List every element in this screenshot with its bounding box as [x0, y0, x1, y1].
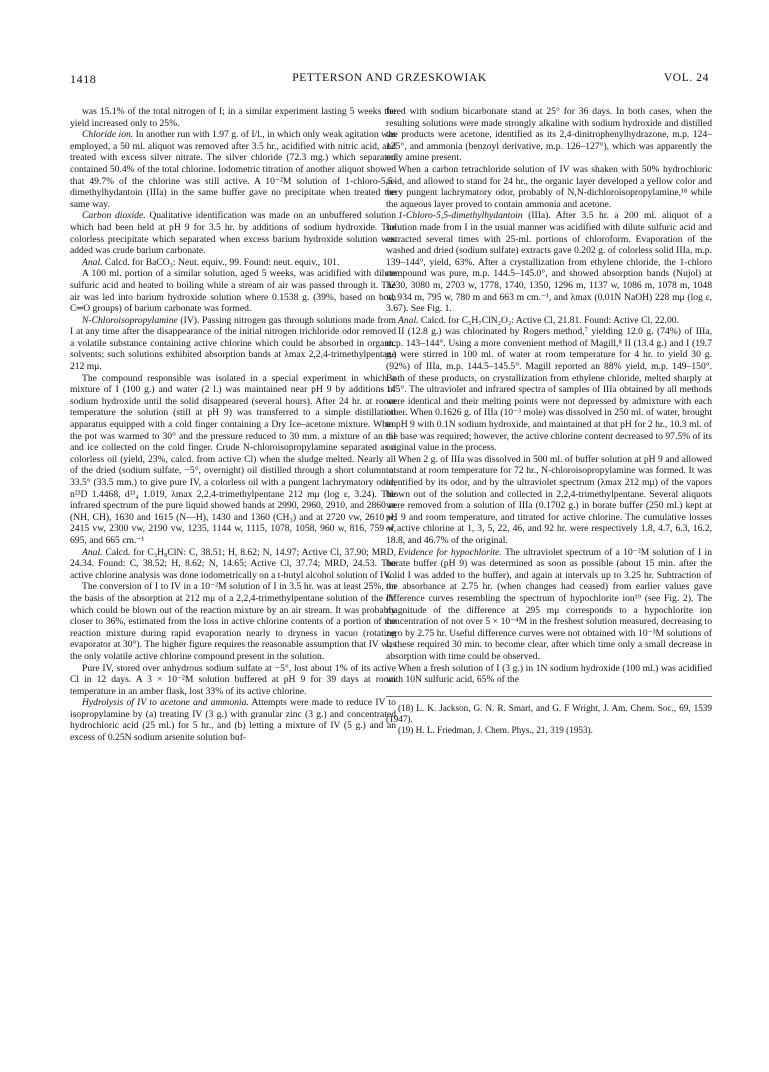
paragraph-text: Attempts were made to reduce IV to isopropylamine by (a) treating IV (3 g.) with granular zinc (3 g.) and concentrated hydrochloric acid (25 ml.) for 5 hr., and (b) letting a mixture of IV (5 g.) and an excess of 0.25N sodium arsenite solution buf- — [70, 697, 396, 744]
paragraph-text: When a fresh solution of I (3 g.) in 1N sodium hydroxide (100 ml.) was acidified with 10N sulfuric acid, 65% of the — [386, 662, 712, 686]
paragraph-heading: Carbon dioxide. — [82, 210, 146, 222]
paragraph — [70, 547, 396, 582]
volume-label: VOL. 24 — [663, 72, 709, 84]
paragraph — [386, 106, 712, 164]
paragraph — [386, 326, 712, 454]
paragraph-heading: 1-Chloro-5,5-dimethylhydantoin — [398, 210, 523, 222]
paragraph-heading: Anal. — [82, 546, 103, 558]
page-header — [70, 72, 709, 90]
paragraph — [386, 454, 712, 547]
paragraph-text: The compound responsible was isolated in a special experiment in which a mixture of I (100 g.) and water (2 l.) was maintained near pH 9 by additions of sodium hydroxide until the solid disappeared (several hours). After 24 hr. at room temperature the solution (still at pH 9) was transferred to a simple distillation apparatus equipped with a cold finger containing a Dry Ice–acetone mixture. When the pot was warmed to 30° and the pressure reduced to 30 mm. a mixture of an oil and ice collected on the cold finger. Crude N-chloroisopropylamine separated as a colorless oil (yield, 23%, calcd. from active Cl) when the sludge melted. Nearly all of the dried (sodium sulfate, −5°, overnight) oil distilled through a short column at 33.5° (33.5 mm.) to give pure IV, a colorless oil with a pungent lachrymatory odor, n²³D 1.4468, d²³₄ 1.019, λmax 2,2,4-trimethylpentane 212 mμ (log ε, 3.24). The infrared spectrum of the pure liquid showed bands at 2990, 2960, 2910, and 2860 m (NH, CH), 1630 and 1615 (N—H), 1430 and 1360 (CH₃) and at 2720 vw, 2610 w, 2415 vw, 2300 vw, 2190 vw, 1235, 1144 w, 1115, 1078, 1058, 960 w, 816, 759 w, 695, and 665 cm.⁻¹ — [70, 372, 396, 546]
paragraph — [386, 663, 712, 686]
paragraph-heading: Anal. — [398, 314, 419, 326]
paragraph-text: II (12.8 g.) was chlorinated by Rogers method,⁷ yielding 12.0 g. (74%) of IIIa, m.p. 143–144°. Using a more convenient method of Magill,⁸ II (13.4 g.) and I (19.7 g.) were stirred in 100 ml. of water at room temperature for 4 hr. to yield 30 g. (92%) of IIIa, m.p. 144.5–145.5°. Magill reported an 88% yield, m.p. 149–150°. Both of these products, on crystallization from ethylene chloride, melted sharply at 145°. The ultraviolet and infrared spectra of samples of IIIa obtained by all methods were identical and their melting points were not depressed by admixture with each other. When 0.1626 g. of IIIa (10⁻³ mole) was dissolved in 250 ml. of water, brought to pH 9 with 0.1N sodium hydroxide, and maintained at that pH for 2 hr., 10.3 ml. of the base was required; however, the active chlorine content decreased to 97.5% of its original value in the process. — [386, 326, 712, 454]
paragraph — [70, 268, 396, 314]
footnote: (19) H. L. Friedman, J. Chem. Phys., 21, 319 (1953). — [398, 724, 593, 735]
paragraph — [70, 106, 396, 129]
paragraph — [70, 697, 396, 743]
paragraph-text: When 2 g. of IIIa was dissolved in 500 ml. of buffer solution at pH 9 and allowed to stand at room temperature for 72 hr., N-chloroisopropylamine was formed. It was identified by its odor, and by the ultraviolet spectrum (λmax 212 mμ) of the vapors blown out of the solution and collected in 2,2,4-trimethylpentane. Several aliquots were removed from a solution of IIIa (0.1702 g.) in borate buffer (250 ml.) kept at pH 9 and room temperature, and titrated for active chlorine. The cumulative losses of active chlorine at 1, 3, 5, 22, 46, and 92 hr. were respectively 1.8, 4.7, 6.3, 16.2, 18.8, and 46.7% of the original. — [386, 453, 712, 546]
paragraph — [70, 581, 396, 662]
paragraph-heading: Chloride ion. — [82, 129, 134, 141]
paragraph — [386, 164, 712, 210]
paragraph-text: Calcd. for BaCO₃: Neut. equiv., 99. Found: neut. equiv., 101. — [102, 256, 340, 268]
paragraph — [70, 315, 396, 373]
paragraph — [386, 547, 712, 663]
paragraph-text: Calcd. for C₅H₇ClN₂O₂: Active Cl, 21.81. Found: Active Cl, 22.00. — [418, 314, 679, 326]
paragraph-text: The conversion of I to IV in a 10⁻²M solution of I in 3.5 hr. was at least 25%, on the basis of the absorption at 212 mμ of a 2,2,4-trimethylpentane solution of the IV which could be blown out of the reaction mixture by an air stream. It was probably closer to 36%, estimated from the loss in active chlorine contents of a portion of the reaction mixture during rapid evaporation nearly to dryness in vacuo (rotating evaporator at 30°). The higher figure requires the reasonable assumption that IV was the only volatile active chlorine compound present in the solution. — [70, 581, 396, 662]
paragraph — [386, 210, 712, 314]
paragraph-heading: Anal. — [82, 256, 103, 268]
paragraph-text: In another run with 1.97 g. of I/l., in which only weak agitation was employed, a 50 ml. aliquot was removed after 3.5 hr., acidified with nitric acid, and treated with excess silver nitrate. The silver chloride (72.3 mg.) which separated contained 50.4% of the total chlorine. Iodometric titration of another aliquot showed that 49.7% of the chlorine was still active. A 10⁻²M solution of 1-chloro-5,5-dimethylhydantoin (IIIa) in the same buffer gave no precipitate when treated the same way. — [70, 129, 396, 210]
paragraph — [70, 373, 396, 547]
paragraph-text: fered with sodium bicarbonate stand at 25° for 36 days. In both cases, when the resulting solutions were made strongly alkaline with sodium hydroxide and distilled the products were acetone, identified as its 2,4-dinitrophenylhydrazone, m.p. 124–125°, and ammonia (benzoyl derivative, m.p. 126–127°), which was apparently the only amine present. — [386, 106, 712, 164]
paragraph — [386, 315, 712, 327]
running-title: PETTERSON AND GRZESKOWIAK — [292, 72, 487, 84]
paragraph-heading: Evidence for hypochlorite. — [398, 546, 502, 558]
paragraph-text: When a carbon tetrachloride solution of IV was shaken with 50% hydrochloric acid, and allowed to stand for 24 hr., the organic layer developed a yellow color and very pungent lachrymatory odor, probably of N,N-dichloroisopropylamine,¹⁸ while the aqueous layer proved to contain ammonia and acetone. — [386, 163, 712, 210]
right-column — [386, 106, 712, 736]
paragraph-text: (IV). Passing nitrogen gas through solutions made from I at any time after the disappearance of the initial nitrogen trichloride odor removed a volatile substance containing active chlorine which could be absorbed in organic solvents; such solutions exhibited absorption bands at λmax 2,2,4-trimethylpentane 212 mμ. — [70, 314, 396, 373]
paragraph-text: A 100 ml. portion of a similar solution, aged 5 weeks, was acidified with dilute sulfuric acid and heated to boiling while a stream of air was passed through it. The air was led into barium hydroxide solution where 0.1538 g. (39%, based on both C═O groups) of barium carbonate was formed. — [70, 268, 396, 315]
paragraph — [70, 257, 396, 269]
left-column — [70, 106, 396, 744]
paragraph-text: The ultraviolet spectrum of a 10⁻²M solution of I in borate buffer (pH 9) was determined as soon as possible (about 15 min. after the solid I was added to the buffer), and again at intervals up to 3.25 hr. Subtraction of the absorbance at 2.75 hr. (when changes had ceased) from earlier values gave difference curves resembling the spectrum of hypochlorite ion¹⁹ (see Fig. 2). The magnitude of the difference at 295 mμ corresponds to a hypochlorite ion concentration of not over 5 × 10⁻⁴M in the freshest solution measured, decreasing to zero by 2.75 hr. Useful difference curves were not obtained with 10⁻³M solutions of I; these required 30 min. to become clear, after which time only a small decrease in absorption with time could be observed. — [386, 546, 712, 662]
paragraph — [70, 663, 396, 698]
paragraph-text: Qualitative identification was made on an unbuffered solution which had been held at pH 9 for 3.5 hr. by additions of sodium hydroxide. The colorless precipitate which separated when excess barium hydroxide solution was added was crude barium carbonate. — [70, 210, 396, 257]
page-number: 1418 — [70, 72, 97, 86]
paragraph-heading: Hydrolysis of IV to acetone and ammonia. — [82, 697, 249, 709]
paragraph — [70, 210, 396, 256]
paragraph-text: (IIIa). After 3.5 hr. a 200 ml. aliquot of a solution made from I in the usual manner was acidified with dilute sulfuric acid and extracted several times with 25-ml. portions of chloroform. Evaporation of the washed and dried (sodium sulfate) extracts gave 0.202 g. of colorless solid IIIa, m.p. 139–144°, yield, 63%. After a crystallization from ethylene chloride, the 1-chloro compound was pure, m.p. 144.5–145.0°, and showed absorption bands (Nujol) at 3230, 3080 m, 2703 w, 1778, 1740, 1350, 1296 m, 1137 w, 1086 m, 1078 m, 1048 w, 934 m, 795 w, 780 m and 663 m cm.⁻¹, and λmax (0.01N NaOH) 228 mμ (log ε, 3.67). See Fig. 1. — [386, 210, 712, 315]
paragraph-text: Calcd. for C₃H₈ClN: C, 38.51; H, 8.62; N, 14.97; Active Cl, 37.90; MRD, 24.34. Found: C, 38.52; H, 8.62; N, 14.65; Active Cl, 37.74; MRD, 24.53. The active chlorine analysis was done iodometrically on a t-butyl alcohol solution of IV. — [70, 546, 396, 581]
footnote: (18) L. K. Jackson, G. N. R. Smart, and G. F Wright, J. Am. Chem. Soc., 69, 1539 (1947). — [386, 696, 712, 725]
paragraph-text: was 15.1% of the total nitrogen of I; in a similar experiment lasting 5 weeks the yield increased only to 25%. — [70, 106, 396, 129]
paragraph — [70, 129, 396, 210]
paragraph-text: Pure IV, stored over anhydrous sodium sulfate at −5°, lost about 1% of its active Cl in 12 days. A 3 × 10⁻²M solution buffered at pH 9 for 39 days at room temperature in an amber flask, lost 33% of its active chlorine. — [70, 662, 396, 697]
paragraph-heading: N-Chloroisopropylamine — [82, 314, 178, 326]
